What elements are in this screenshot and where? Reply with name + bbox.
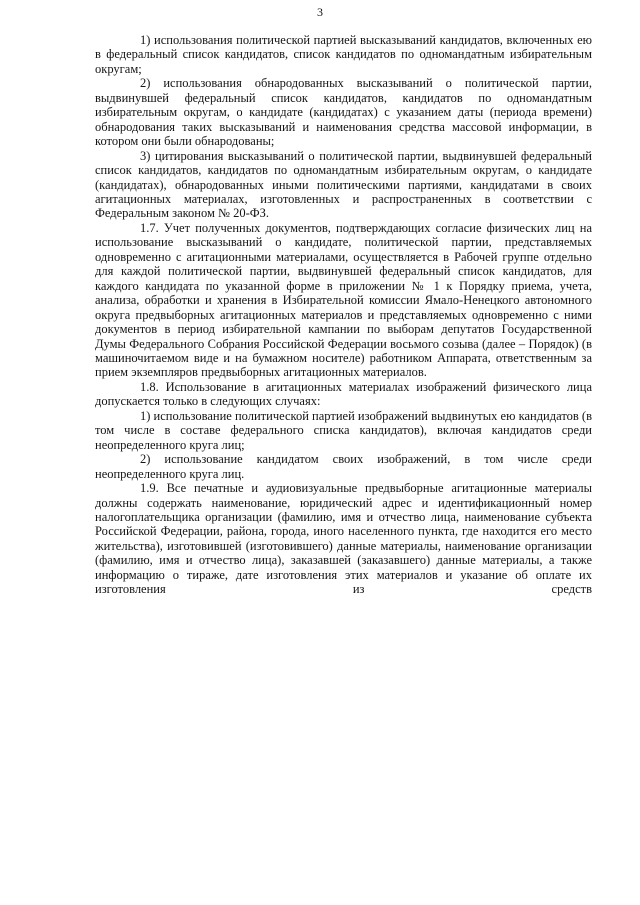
page-number: 3 — [317, 5, 323, 19]
paragraph: 2) использования обнародованных высказываний о политической партии, выдвинувшей федеральный список кандидатов, кандидатов по одномандатным избирательным округам, о кандидате (кандидатах) с указанием даты (периода времени) обнародования таких высказываний и наименования средства массовой информации, в котором они были обнародованы; — [95, 76, 592, 149]
paragraph: 1.8. Использование в агитационных материалах изображений физического лица допускается только в следующих случаях: — [95, 379, 592, 409]
paragraph: 2) использование кандидатом своих изображений, в том числе среди неопределенного круга лиц. — [95, 452, 592, 481]
paragraph: 1.9. Все печатные и аудиовизуальные предвыборные агитационные материалы должны содержать наименование, юридический адрес и идентификационный номер налогоплательщика организации (фамилию, имя и отчество лица, наименование субъекта Российской Федерации, района, города, иного населенного пункта, где находится его место жительства), изготовившей (изготовившего) данные материалы, наименование организации (фамилию, имя и отчество лица), заказавшей (заказавшего) данные материалы, а также информацию о тираже, дате изготовления этих материалов и указание об оплате их изготовления из средств — [95, 481, 592, 597]
paragraph: 3) цитирования высказываний о политической партии, выдвинувшей федеральный список кандидатов, кандидатов по одномандатным избирательным округам, о кандидате (кандидатах), обнародованных иными политическими партиями, кандидатами в своих агитационных материалах, изготовленных и распространенных в соответствии с Федеральным законом № 20-ФЗ. — [95, 148, 592, 221]
paragraph: 1) использование политической партией изображений выдвинутых ею кандидатов (в том числе в составе федерального списка кандидатов), включая кандидатов среди неопределенного круга лиц; — [95, 408, 592, 452]
paragraph: 1) использования политической партией высказываний кандидатов, включенных ею в федеральный список кандидатов, список кандидатов по одномандатным избирательным округам; — [95, 33, 592, 76]
paragraph: 1.7. Учет полученных документов, подтверждающих согласие физических лиц на использование высказываний о кандидате, политической партии, представляемых одновременно с агитационными материалами, осуществляется в Рабочей группе отдельно для каждой политической партии, выдвинувшей федеральный список кандидатов, для каждого кандидата по указанной форме в приложении № 1 к Порядку приема, учета, анализа, обработки и хранения в Избирательной комиссии Ямало-Ненецкого автономного округа предвыборных агитационных материалов и представляемых одновременно с ними документов в период избирательной кампании по выборам депутатов Государственной Думы Федерального Собрания Российской Федерации восьмого созыва (далее – Порядок) (в машиночитаемом виде и на бумажном носителе) работником Аппарата, ответственным за прием экземпляров предвыборных агитационных материалов. — [95, 220, 592, 380]
document-body — [95, 33, 592, 597]
